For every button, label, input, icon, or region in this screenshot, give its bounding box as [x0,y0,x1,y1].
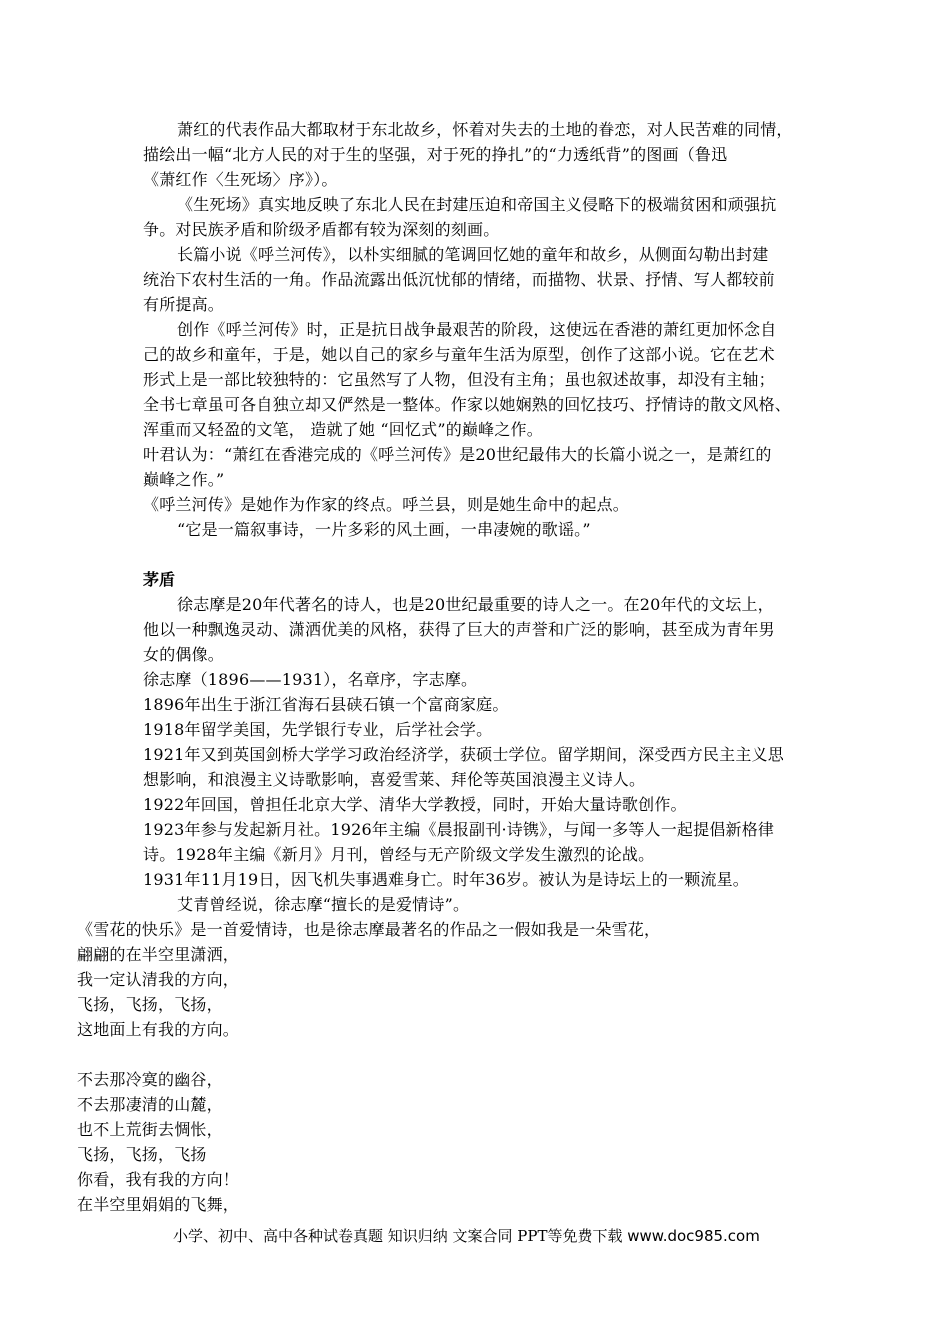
poem-stanza1-line1: 翩翩的在半空里潇洒， [77,945,240,964]
section-heading-maodun: 茅盾 [143,570,176,589]
bio-line-5: 想影响，和浪漫主义诗歌影响，喜爱雪莱、拜伦等英国浪漫主义诗人。 [143,770,646,789]
xiaohong-p3-line2: 统治下农村生活的一角。作品流露出低沉忧郁的情绪，而描物、状景、抒情、写人都较前 [143,270,775,289]
bio-line-8: 诗。1928年主编《新月》月刊，曾经与无产阶级文学发生激烈的论战。 [143,845,655,864]
xiaohong-p1-line3: 《萧红作〈生死场〉序》）。 [143,170,338,189]
xiaohong-p5-line2: 巅峰之作。” [143,470,225,489]
poem-stanza1-line2: 我一定认清我的方向， [77,970,240,989]
xuzhimo-p1-line3: 女的偶像。 [143,645,225,664]
poem-stanza1-line4: 这地面上有我的方向。 [77,1020,240,1039]
poem-stanza2-line6: 在半空里娟娟的飞舞， [77,1195,240,1214]
xiaohong-p2-line1: 《生死场》真实地反映了东北人民在封建压迫和帝国主义侵略下的极端贫困和顽强抗 [177,195,777,214]
xiaohong-p4-line5: 浑重而又轻盈的文笔， 造就了她 “回忆式”的巅峰之作。 [143,420,543,439]
xiaohong-p3-line1: 长篇小说《呼兰河传》，以朴实细腻的笔调回忆她的童年和故乡，从侧面勾勒出封建 [177,245,769,264]
xiaohong-p5-line1: 叶君认为：“萧红在香港完成的《呼兰河传》是20世纪最伟大的长篇小说之一，是萧红的 [143,445,772,464]
poem-stanza2-line2: 不去那凄清的山麓， [77,1095,223,1114]
bio-line-6: 1922年回国，曾担任北京大学、清华大学教授，同时，开始大量诗歌创作。 [143,795,687,814]
aiqing-quote: 艾青曾经说，徐志摩“擅长的是爱情诗”。 [177,895,470,914]
xiaohong-p4-line2: 己的故乡和童年，于是，她以自己的家乡与童年生活为原型，创作了这部小说。它在艺术 [143,345,775,364]
poem-stanza2-line3: 也不上荒街去惆怅， [77,1120,223,1139]
bio-line-4: 1921年又到英国剑桥大学学习政治经济学，获硕士学位。留学期间，深受西方民主主义思 [143,745,784,764]
poem-stanza2-line1: 不去那冷寞的幽谷， [77,1070,223,1089]
poem-stanza2-line5: 你看，我有我的方向！ [77,1170,240,1189]
xuzhimo-p1-line2: 他以一种飘逸灵动、潇洒优美的风格，获得了巨大的声誉和广泛的影响，甚至成为青年男 [143,620,775,639]
bio-line-9: 1931年11月19日，因飞机失事遇难身亡。时年36岁。被认为是诗坛上的一颗流星。 [143,870,749,889]
footer-text: 小学、初中、高中各种试卷真题 知识归纳 文案合同 PPT等免费下载 [173,1227,628,1245]
bio-line-7: 1923年参与发起新月社。1926年主编《晨报副刊·诗镌》，与闻一多等人一起提倡新格律 [143,820,775,839]
xiaohong-p4-line3: 形式上是一部比较独特的：它虽然写了人物，但没有主角；虽也叙述故事，却没有主轴； [143,370,775,389]
xiaohong-p4-line4: 全书七章虽可各自独立却又俨然是一整体。作家以她娴熟的回忆技巧、抒情诗的散文风格、 [143,395,792,414]
xiaohong-p1-line1: 萧红的代表作品大都取材于东北故乡，怀着对失去的土地的眷恋，对人民苦难的同情， [177,120,793,139]
xiaohong-p4-line1: 创作《呼兰河传》时，正是抗日战争最艰苦的阶段，这使远在香港的萧红更加怀念自 [177,320,777,339]
poem-stanza2-line4: 飞扬，飞扬，飞扬 [77,1145,207,1164]
poem-intro: 《雪花的快乐》是一首爱情诗，也是徐志摩最著名的作品之一假如我是一朵雪花， [77,920,661,939]
xiaohong-p1-line2: 描绘出一幅“北方人民的对于生的坚强，对于死的挣扎”的“力透纸背”的图画（鲁迅 [143,145,728,164]
page-footer [173,1225,760,1247]
footer-site-link[interactable]: www.doc985.com [627,1227,760,1245]
xuzhimo-p1-line1: 徐志摩是20年代著名的诗人，也是20世纪最重要的诗人之一。在20年代的文坛上， [177,595,774,614]
bio-line-3: 1918年留学美国，先学银行专业，后学社会学。 [143,720,493,739]
bio-line-2: 1896年出生于浙江省海石县硖石镇一个富商家庭。 [143,695,509,714]
xiaohong-p2-line2: 争。对民族矛盾和阶级矛盾都有较为深刻的刻画。 [143,220,500,239]
xiaohong-p7: “它是一篇叙事诗，一片多彩的风土画，一串凄婉的歌谣。” [177,520,591,539]
xiaohong-p3-line3: 有所提高。 [143,295,225,314]
poem-stanza1-line3: 飞扬，飞扬，飞扬， [77,995,223,1014]
bio-line-1: 徐志摩（1896——1931），名章序，字志摩。 [143,670,478,689]
xiaohong-p6: 《呼兰河传》是她作为作家的终点。呼兰县，则是她生命中的起点。 [143,495,630,514]
